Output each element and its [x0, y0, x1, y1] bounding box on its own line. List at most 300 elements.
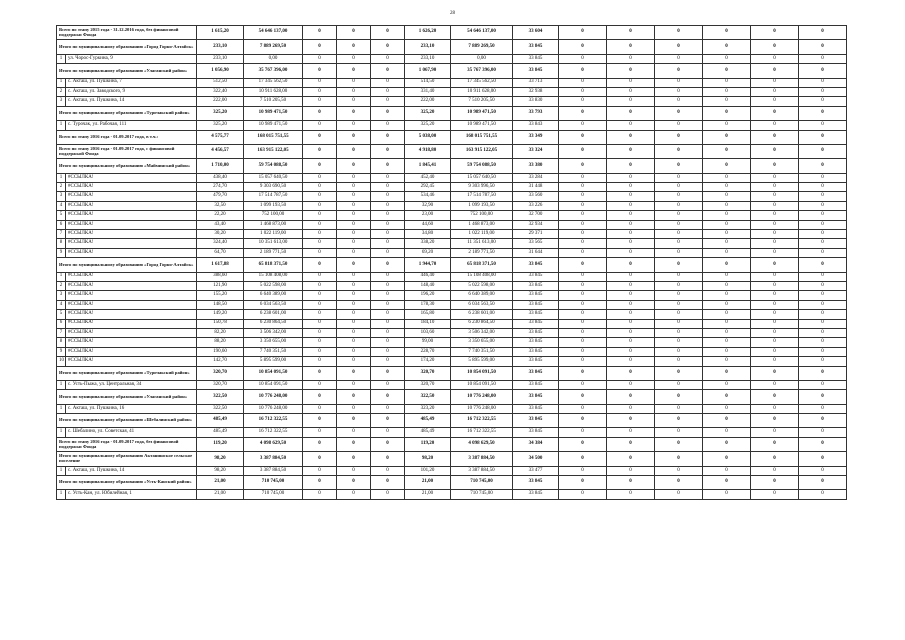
- table-cell: 7 889 269,50: [244, 40, 303, 54]
- table-cell: 98,20: [197, 452, 244, 466]
- table-row: [57, 248, 847, 257]
- housing-program-table: [56, 25, 847, 500]
- row-number: 5: [57, 211, 66, 220]
- table-cell: 0: [303, 490, 337, 499]
- table-cell: 33 845: [513, 319, 559, 328]
- table-cell: 0: [337, 159, 371, 173]
- row-address: #ССЫЛКА!: [66, 192, 197, 201]
- table-row: [57, 192, 847, 201]
- table-cell: 0: [607, 390, 655, 404]
- table-cell: 0: [655, 428, 703, 437]
- table-row: [57, 230, 847, 239]
- table-cell: 0: [607, 248, 655, 257]
- table-cell: 0: [655, 466, 703, 475]
- table-cell: 0: [703, 159, 751, 173]
- table-cell: 0: [799, 220, 847, 229]
- table-cell: 0: [751, 490, 799, 499]
- row-address: #ССЫЛКА!: [66, 173, 197, 182]
- table-cell: 0: [559, 347, 607, 356]
- table-cell: 1 056,90: [197, 64, 244, 78]
- table-cell: 4 575,77: [197, 130, 244, 144]
- table-cell: 222,00: [405, 97, 451, 106]
- table-cell: 0: [559, 310, 607, 319]
- table-cell: 1 022 119,00: [244, 230, 303, 239]
- table-cell: 150,78: [197, 319, 244, 328]
- table-cell: 0: [559, 300, 607, 309]
- table-cell: 0: [655, 40, 703, 54]
- table-cell: 0: [559, 64, 607, 78]
- table-cell: 0: [337, 476, 371, 490]
- row-label: Итого по муниципальному образованию «Улаганский район»: [57, 390, 197, 404]
- row-address: #ССЫЛКА!: [66, 300, 197, 309]
- table-cell: 0: [337, 230, 371, 239]
- table-cell: 0: [559, 258, 607, 272]
- table-cell: 0: [607, 87, 655, 96]
- table-cell: 0: [703, 366, 751, 380]
- table-cell: 10 854 091,50: [244, 380, 303, 389]
- table-cell: 0: [303, 97, 337, 106]
- table-cell: 0: [337, 258, 371, 272]
- table-cell: 0: [303, 26, 337, 40]
- table-cell: 6 034 563,50: [244, 300, 303, 309]
- table-row: [57, 183, 847, 192]
- table-cell: 0: [337, 183, 371, 192]
- table-cell: 0: [337, 201, 371, 210]
- table-cell: 0: [655, 390, 703, 404]
- table-cell: 21,00: [197, 476, 244, 490]
- table-cell: 0: [751, 452, 799, 466]
- table-cell: 0: [799, 258, 847, 272]
- table-cell: 33 845: [513, 281, 559, 290]
- table-cell: 0: [799, 452, 847, 466]
- subtotal-row: [57, 258, 847, 272]
- table-cell: 0: [303, 159, 337, 173]
- table-cell: 274,70: [197, 183, 244, 192]
- table-cell: 0: [337, 26, 371, 40]
- row-address: с. Усть-Кан, ул. Юбилейная, 1: [66, 490, 197, 499]
- table-cell: 33 845: [513, 404, 559, 413]
- table-cell: 0: [607, 106, 655, 120]
- table-cell: 0: [559, 54, 607, 63]
- table-cell: 0: [371, 258, 405, 272]
- table-cell: 0: [371, 357, 405, 366]
- table-cell: 0: [371, 97, 405, 106]
- table-cell: 103,60: [405, 328, 451, 337]
- table-cell: 0: [799, 414, 847, 428]
- table-cell: 0: [371, 78, 405, 87]
- table-cell: 0: [799, 211, 847, 220]
- table-cell: 32,50: [197, 201, 244, 210]
- row-number: 9: [57, 347, 66, 356]
- row-label: Всего по этапу 2016 года - 01.09.2017 года, без финансовой поддержки Фонда: [57, 437, 197, 451]
- table-cell: 0: [337, 338, 371, 347]
- table-cell: 0: [371, 347, 405, 356]
- table-cell: 0: [799, 347, 847, 356]
- table-cell: 0: [303, 281, 337, 290]
- table-cell: 0: [799, 272, 847, 281]
- table-cell: 320,70: [405, 366, 451, 380]
- table-cell: 534,46: [405, 192, 451, 201]
- table-cell: 0: [559, 87, 607, 96]
- table-cell: 0: [337, 414, 371, 428]
- table-cell: 0: [799, 404, 847, 413]
- table-cell: 0: [607, 466, 655, 475]
- table-cell: 17 514 787,50: [244, 192, 303, 201]
- table-row: [57, 220, 847, 229]
- table-cell: 0: [703, 328, 751, 337]
- table-row: [57, 281, 847, 290]
- table-cell: 0: [607, 300, 655, 309]
- table-cell: 0: [371, 414, 405, 428]
- table-cell: 0: [337, 466, 371, 475]
- row-address: с. Усть-Пыжа, ул. Центральная, 34: [66, 380, 197, 389]
- table-cell: 0: [371, 272, 405, 281]
- table-cell: 0: [371, 310, 405, 319]
- table-cell: 0: [655, 414, 703, 428]
- table-cell: 233,10: [197, 54, 244, 63]
- table-cell: 0: [751, 476, 799, 490]
- table-cell: 1 067,90: [405, 64, 451, 78]
- table-cell: 6 034 563,50: [451, 300, 513, 309]
- table-cell: 0: [303, 291, 337, 300]
- row-label: Итого по муниципальному образованию «Турочакский район»: [57, 366, 197, 380]
- table-cell: 0: [751, 130, 799, 144]
- table-cell: 17 345 562,50: [244, 78, 303, 87]
- row-number: 8: [57, 239, 66, 248]
- table-cell: 0: [607, 414, 655, 428]
- table-row: [57, 319, 847, 328]
- table-cell: 0: [751, 338, 799, 347]
- table-cell: 0: [303, 390, 337, 404]
- table-cell: 0: [751, 466, 799, 475]
- table-cell: 0: [799, 476, 847, 490]
- table-cell: 0: [799, 106, 847, 120]
- table-cell: 44,60: [405, 220, 451, 229]
- table-cell: 32 934: [513, 220, 559, 229]
- row-address: #ССЫЛКА!: [66, 272, 197, 281]
- table-cell: 0: [751, 328, 799, 337]
- table-cell: 0: [655, 404, 703, 413]
- table-cell: 0: [371, 476, 405, 490]
- table-cell: 485,49: [405, 414, 451, 428]
- table-cell: 5 038,00: [405, 130, 451, 144]
- table-row: [57, 428, 847, 437]
- table-cell: 4 918,80: [405, 144, 451, 158]
- row-address: #ССЫЛКА!: [66, 239, 197, 248]
- table-cell: 0: [751, 192, 799, 201]
- table-cell: 0: [371, 239, 405, 248]
- table-cell: 3 387 884,50: [451, 466, 513, 475]
- row-address: #ССЫЛКА!: [66, 338, 197, 347]
- table-cell: 10 776 248,00: [244, 404, 303, 413]
- table-cell: 33 845: [513, 347, 559, 356]
- table-cell: 1 845,41: [405, 159, 451, 173]
- row-label: Итого по муниципальному образованию «Город Горно-Алтайск»: [57, 40, 197, 54]
- table-cell: 514,50: [405, 78, 451, 87]
- table-cell: 31 644: [513, 248, 559, 257]
- table-cell: 33 477: [513, 466, 559, 475]
- table-cell: 3 387 884,50: [451, 452, 513, 466]
- table-cell: 0: [337, 121, 371, 130]
- table-cell: 0: [655, 380, 703, 389]
- table-cell: 0: [559, 159, 607, 173]
- table-cell: 0: [655, 183, 703, 192]
- table-cell: 0: [655, 144, 703, 158]
- table-cell: 0: [559, 192, 607, 201]
- table-cell: 0: [303, 201, 337, 210]
- table-cell: 0: [799, 87, 847, 96]
- table-cell: 33 349: [513, 130, 559, 144]
- table-cell: 0: [371, 452, 405, 466]
- table-cell: 0: [751, 404, 799, 413]
- table-row: [57, 201, 847, 210]
- table-cell: 33 324: [513, 144, 559, 158]
- table-cell: 0: [751, 390, 799, 404]
- table-cell: 0: [337, 347, 371, 356]
- table-cell: 0: [703, 220, 751, 229]
- table-cell: 0: [799, 319, 847, 328]
- subtotal-row: [57, 414, 847, 428]
- table-cell: 0: [703, 87, 751, 96]
- table-cell: 33 560: [513, 192, 559, 201]
- table-cell: 233,10: [405, 40, 451, 54]
- table-cell: 0: [337, 404, 371, 413]
- table-cell: 0: [337, 87, 371, 96]
- table-cell: 752 100,00: [244, 211, 303, 220]
- table-cell: 710 745,00: [244, 490, 303, 499]
- table-cell: 323,20: [405, 404, 451, 413]
- table-cell: 0: [337, 97, 371, 106]
- table-cell: 0: [799, 26, 847, 40]
- table-cell: 0: [799, 121, 847, 130]
- table-cell: 0: [303, 130, 337, 144]
- table-cell: 0: [607, 319, 655, 328]
- table-cell: 0: [799, 130, 847, 144]
- table-cell: 54 646 137,00: [451, 26, 513, 40]
- table-cell: 0: [371, 390, 405, 404]
- table-row: [57, 78, 847, 87]
- table-cell: 0: [751, 300, 799, 309]
- table-cell: 0: [559, 106, 607, 120]
- table-cell: 0: [655, 121, 703, 130]
- table-cell: 0: [799, 390, 847, 404]
- table-cell: 33 845: [513, 476, 559, 490]
- table-cell: 0: [655, 220, 703, 229]
- table-cell: 196,20: [405, 291, 451, 300]
- table-cell: 0: [371, 230, 405, 239]
- table-cell: 0: [799, 159, 847, 173]
- table-cell: 0: [751, 291, 799, 300]
- table-cell: 168 015 751,55: [244, 130, 303, 144]
- table-cell: 10 776 248,00: [244, 390, 303, 404]
- table-cell: 0: [337, 380, 371, 389]
- table-cell: 99,00: [405, 338, 451, 347]
- table-cell: 0: [751, 220, 799, 229]
- table-cell: 0: [303, 310, 337, 319]
- table-cell: 0: [337, 78, 371, 87]
- row-number: 7: [57, 230, 66, 239]
- table-cell: 10 989 471,50: [451, 121, 513, 130]
- table-cell: 0: [703, 192, 751, 201]
- table-cell: 0: [303, 404, 337, 413]
- table-cell: 0: [371, 291, 405, 300]
- row-address: с. Турочак, ул. Рабочая, 111: [66, 121, 197, 130]
- table-cell: 4 098 629,50: [244, 437, 303, 451]
- table-cell: 0: [559, 173, 607, 182]
- table-cell: 32,90: [405, 201, 451, 210]
- table-cell: 1 468 873,00: [244, 220, 303, 229]
- table-cell: 0: [559, 230, 607, 239]
- table-cell: 0: [703, 130, 751, 144]
- table-cell: 0: [703, 40, 751, 54]
- table-cell: 0: [751, 248, 799, 257]
- table-cell: 0: [371, 201, 405, 210]
- table-cell: 0: [607, 130, 655, 144]
- row-number: 2: [57, 87, 66, 96]
- table-cell: 0: [303, 319, 337, 328]
- table-cell: 1 626,20: [405, 26, 451, 40]
- table-cell: 1 615,20: [197, 26, 244, 40]
- table-cell: 15 057 640,50: [451, 173, 513, 182]
- table-cell: 0: [337, 106, 371, 120]
- table-cell: 6 230 864,50: [244, 319, 303, 328]
- table-cell: 0: [703, 230, 751, 239]
- table-cell: 0: [559, 404, 607, 413]
- table-cell: 65 818 371,50: [451, 258, 513, 272]
- table-cell: 0: [559, 78, 607, 87]
- table-cell: 0: [607, 201, 655, 210]
- table-cell: 0: [559, 201, 607, 210]
- table-cell: 165,80: [405, 310, 451, 319]
- table-cell: 0: [655, 64, 703, 78]
- table-cell: 0: [655, 192, 703, 201]
- table-cell: 0: [559, 272, 607, 281]
- table-cell: 0: [303, 300, 337, 309]
- table-cell: 0: [655, 281, 703, 290]
- table-cell: 0: [799, 357, 847, 366]
- table-cell: 88,20: [197, 338, 244, 347]
- table-cell: 0: [607, 54, 655, 63]
- table-cell: 33 793: [513, 106, 559, 120]
- table-cell: 0: [607, 211, 655, 220]
- row-address: #ССЫЛКА!: [66, 220, 197, 229]
- table-cell: 0: [303, 414, 337, 428]
- table-cell: 34 500: [513, 452, 559, 466]
- table-cell: 0: [337, 144, 371, 158]
- table-row: [57, 328, 847, 337]
- table-cell: 0: [371, 220, 405, 229]
- table-cell: 33 845: [513, 300, 559, 309]
- table-cell: 0: [371, 319, 405, 328]
- table-cell: 0: [303, 106, 337, 120]
- table-cell: 7 510 205,50: [451, 97, 513, 106]
- table-cell: 0: [751, 26, 799, 40]
- table-row: [57, 310, 847, 319]
- table-cell: 33 713: [513, 78, 559, 87]
- table-cell: 0: [799, 490, 847, 499]
- table-cell: 1 022 119,00: [451, 230, 513, 239]
- table-cell: 0: [607, 437, 655, 451]
- row-label: Итого по муниципальному образованию «Турочакский район»: [57, 106, 197, 120]
- row-address: #ССЫЛКА!: [66, 211, 197, 220]
- table-cell: 33 845: [513, 490, 559, 499]
- table-cell: 0: [751, 40, 799, 54]
- table-cell: 5 022 598,00: [244, 281, 303, 290]
- table-cell: 0: [655, 338, 703, 347]
- table-cell: 178,30: [405, 300, 451, 309]
- row-address: с. Акташ, ул. Пушкина, 16: [66, 404, 197, 413]
- table-cell: 0: [303, 248, 337, 257]
- table-cell: 0: [655, 97, 703, 106]
- table-cell: 3 387 884,50: [244, 452, 303, 466]
- table-cell: 0: [703, 437, 751, 451]
- table-cell: 16 712 322,55: [451, 428, 513, 437]
- row-number: 4: [57, 300, 66, 309]
- table-cell: 33 845: [513, 338, 559, 347]
- row-number: 7: [57, 328, 66, 337]
- table-cell: 0: [559, 248, 607, 257]
- table-cell: 0: [303, 54, 337, 63]
- table-cell: 0: [303, 183, 337, 192]
- table-cell: 1 944,70: [405, 258, 451, 272]
- table-cell: 33 284: [513, 173, 559, 182]
- table-cell: 0: [751, 281, 799, 290]
- table-cell: 33 845: [513, 357, 559, 366]
- subtotal-row: [57, 452, 847, 466]
- table-cell: 0: [655, 106, 703, 120]
- table-cell: 0: [337, 291, 371, 300]
- table-cell: 6 640 389,00: [451, 291, 513, 300]
- table-cell: 30,20: [197, 230, 244, 239]
- table-cell: 0: [751, 121, 799, 130]
- table-cell: 0: [751, 272, 799, 281]
- table-cell: 0: [559, 130, 607, 144]
- table-row: [57, 380, 847, 389]
- table-cell: 0: [559, 291, 607, 300]
- table-cell: 0: [371, 211, 405, 220]
- row-number: 1: [57, 173, 66, 182]
- table-cell: 0: [303, 173, 337, 182]
- table-cell: 0: [371, 281, 405, 290]
- table-cell: 142,70: [197, 357, 244, 366]
- table-cell: 31 448: [513, 183, 559, 192]
- table-cell: 485,49: [197, 414, 244, 428]
- table-cell: 0: [799, 366, 847, 380]
- table-cell: 0: [751, 201, 799, 210]
- table-cell: 0,00: [451, 54, 513, 63]
- table-cell: 9 303 690,50: [244, 183, 303, 192]
- row-number: 3: [57, 97, 66, 106]
- row-label: Всего по этапу 2015 года - 31.12.2016 года, без финансовой поддержки Фонда: [57, 26, 197, 40]
- table-cell: 0: [303, 328, 337, 337]
- table-cell: 10 989 471,50: [244, 121, 303, 130]
- table-cell: 3 506 342,00: [451, 328, 513, 337]
- row-number: 1: [57, 428, 66, 437]
- table-cell: 0: [799, 201, 847, 210]
- table-cell: 0: [371, 428, 405, 437]
- table-cell: 0: [703, 452, 751, 466]
- table-cell: 65 818 371,50: [244, 258, 303, 272]
- table-cell: 155,20: [197, 291, 244, 300]
- table-cell: 0: [337, 64, 371, 78]
- table-cell: 33 845: [513, 272, 559, 281]
- table-cell: 0: [607, 183, 655, 192]
- table-cell: 0: [655, 239, 703, 248]
- table-cell: 0: [371, 248, 405, 257]
- table-cell: 446,40: [405, 272, 451, 281]
- table-cell: 0: [371, 300, 405, 309]
- table-cell: 16 712 322,55: [451, 414, 513, 428]
